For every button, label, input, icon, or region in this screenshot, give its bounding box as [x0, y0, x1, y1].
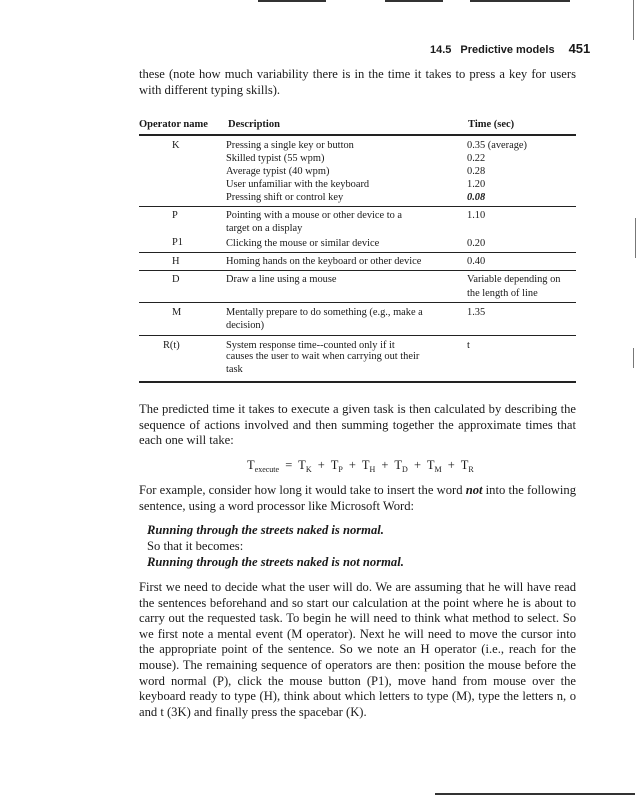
formula-term: T [330, 458, 339, 472]
running-header [430, 40, 590, 58]
formula-term: T [298, 458, 306, 472]
desc: target on a display [226, 223, 303, 234]
row-rule [139, 335, 576, 336]
row-rule [139, 302, 576, 303]
example-paragraph: For example, consider how long it would take to insert the word not into the following sentence, using a word processor like Microsoft Word: [139, 483, 576, 513]
top-rule-mid [385, 0, 443, 2]
op-m: M [172, 307, 182, 318]
op-h: H [172, 256, 180, 267]
desc: Skilled typist (55 wpm) [226, 153, 325, 164]
page-edge-mark [633, 0, 634, 40]
desc: Pointing with a mouse or other device to a [226, 210, 403, 221]
example-sentence-original: Running through the streets naked is normal. [147, 523, 384, 537]
desc: System response time--counted only if it [226, 340, 395, 351]
formula-eq: = [285, 458, 293, 472]
time: 0.08 [467, 192, 486, 203]
col-header-operator: Operator name [139, 119, 208, 130]
formula-lhs: T [247, 458, 255, 472]
page-edge-mark [633, 348, 634, 368]
formula-lhs-sub: execute [254, 465, 280, 474]
time: 0.40 [467, 256, 486, 267]
top-rule-left [258, 0, 326, 2]
op-p: P [172, 210, 178, 221]
desc: Homing hands on the keyboard or other device [226, 256, 422, 267]
desc: causes the user to wait when carrying out their [226, 351, 420, 362]
top-rule-right [470, 0, 570, 2]
col-header-description: Description [228, 119, 280, 130]
desc: Mentally prepare to do something (e.g., make a [226, 307, 423, 318]
time: 1.20 [467, 179, 486, 190]
desc: task [226, 364, 243, 375]
example-sentence-modified: Running through the streets naked is not normal. [147, 555, 404, 569]
page-edge-mark [635, 218, 636, 258]
formula-term: T [394, 458, 403, 472]
col-header-time: Time (sec) [468, 119, 515, 130]
desc: Clicking the mouse or similar device [226, 238, 380, 249]
desc: Average typist (40 wpm) [226, 166, 330, 177]
formula: $T_{execute} = T_K + T_P + T_H + T_D + T_M + T_R$ [247, 458, 474, 474]
time: 1.10 [467, 210, 486, 221]
row-rule [139, 206, 576, 207]
desc: Pressing shift or control key [226, 192, 344, 203]
time: Variable depending on [467, 274, 561, 285]
predicted-paragraph: The predicted time it takes to execute a given task is then calculated by describing the sequence of actions involved and then summing together the approximate times that each one will take: [139, 402, 576, 448]
time: 1.35 [467, 307, 486, 318]
formula-term: T [426, 458, 435, 472]
desc: User unfamiliar with the keyboard [226, 179, 370, 190]
example-connector: So that it becomes: [147, 539, 244, 553]
intro-paragraph: these (note how much variability there is in the time it takes to press a key for users with different typing skills). [139, 67, 576, 97]
table-header-rule [139, 134, 576, 136]
time: t [467, 340, 470, 351]
op-rt: R(t) [163, 340, 180, 351]
time: 0.20 [467, 238, 486, 249]
row-rule [139, 270, 576, 271]
time: 0.22 [467, 153, 486, 164]
row-rule [139, 252, 576, 253]
time: the length of line [467, 288, 538, 299]
section-number: 14.5 [430, 44, 452, 56]
desc: Draw a line using a mouse [226, 274, 337, 285]
table-bottom-rule [139, 381, 576, 383]
emphasis-word: not [465, 483, 483, 497]
desc: decision) [226, 320, 265, 331]
first-paragraph: First we need to decide what the user will do. We are assuming that he will have read the sentences beforehand and so start our calculation at the point where he is about to carry out the requested task. To begin he will need to think what method to select. So we first note a mental event (M operator). Next he will need to move the cursor into the appropriate point of the sentence. So we note an H operator (i.e., reach for the mouse). The remaining sequence of operators are then: position the mouse before the word normal (P), click the mouse button (P1), move hand from mouse over the keyboard ready to type (H), think about which letters to type (M), type the letters n, o and t (3K) and finally press the spacebar (K). [139, 580, 576, 719]
time: 0.35 (average) [467, 140, 527, 151]
op-p1: P1 [172, 237, 183, 248]
desc: Pressing a single key or button [226, 140, 354, 151]
formula-term: T [361, 458, 370, 472]
page-number: 451 [568, 41, 591, 56]
formula-term: T [460, 458, 469, 472]
bottom-rule [435, 793, 635, 795]
time: 0.28 [467, 166, 486, 177]
op-k: K [172, 140, 180, 151]
op-d: D [172, 274, 180, 285]
section-title: Predictive models [460, 44, 555, 56]
